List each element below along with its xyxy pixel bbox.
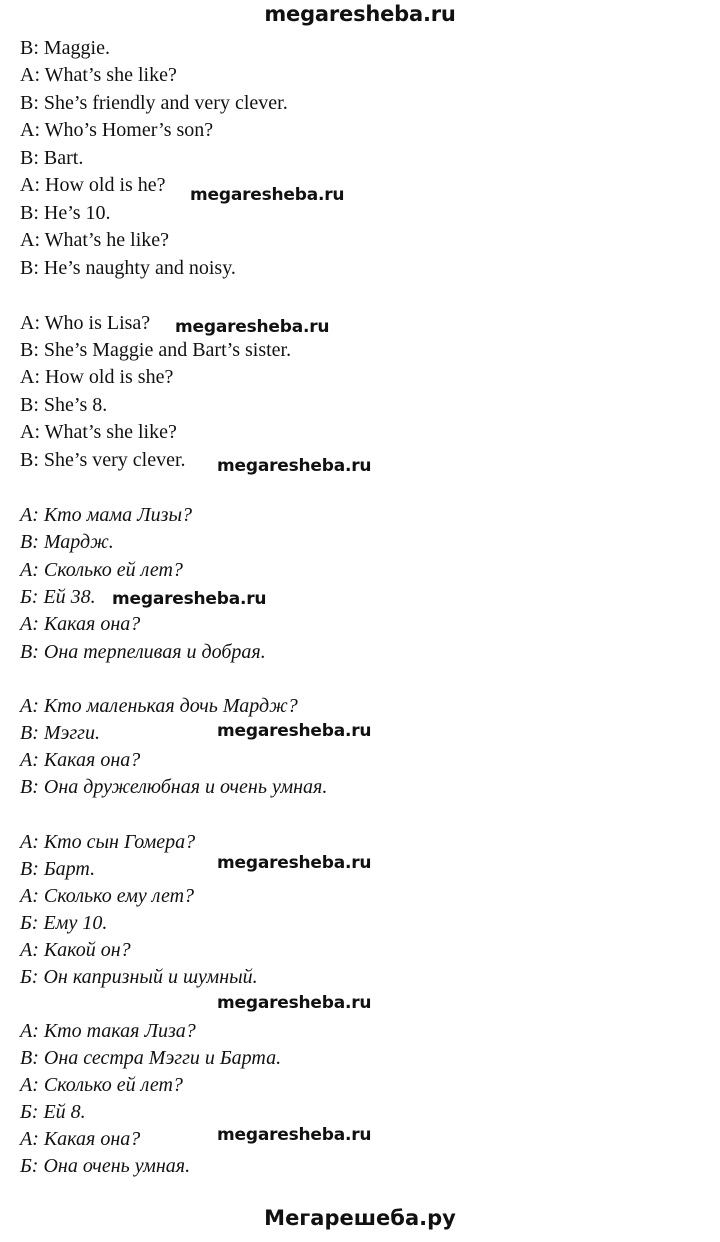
- dialogue-line: A: How old is he?: [20, 174, 166, 196]
- translation-line: А: Какая она?: [20, 1128, 141, 1150]
- translation-line: Б: Она очень умная.: [20, 1155, 191, 1177]
- translation-line: А: Кто такая Лиза?: [20, 1020, 196, 1042]
- translation-line: Б: Ей 8.: [20, 1101, 86, 1123]
- dialogue-line: A: How old is she?: [20, 366, 174, 388]
- translation-line: В: Она сестра Мэгги и Барта.: [20, 1047, 282, 1069]
- dialogue-line: A: Who is Lisa?: [20, 312, 151, 334]
- translation-line: В: Мардж.: [20, 531, 114, 553]
- translation-line: В: Барт.: [20, 858, 96, 880]
- watermark: megaresheba.ru: [190, 185, 345, 205]
- translation-line: А: Кто маленькая дочь Мардж?: [20, 695, 298, 717]
- translation-line: А: Сколько ей лет?: [20, 1074, 183, 1096]
- translation-line: А: Какой он?: [20, 939, 131, 961]
- dialogue-line: B: He’s naughty and noisy.: [20, 257, 236, 279]
- dialogue-line: B: Bart.: [20, 147, 84, 169]
- translation-line: Б: Ей 38.: [20, 586, 96, 608]
- watermark: megaresheba.ru: [217, 721, 372, 741]
- dialogue-line: B: She’s very clever.: [20, 449, 186, 471]
- site-header: megaresheba.ru: [264, 2, 456, 26]
- translation-line: В: Мэгги.: [20, 722, 100, 744]
- translation-line: В: Она терпеливая и добрая.: [20, 641, 266, 663]
- translation-line: А: Сколько ему лет?: [20, 885, 195, 907]
- watermark: megaresheba.ru: [112, 589, 267, 609]
- watermark: megaresheba.ru: [217, 1125, 372, 1145]
- site-footer: Мегарешеба.ру: [264, 1206, 456, 1230]
- translation-line: А: Сколько ей лет?: [20, 559, 183, 581]
- dialogue-line: B: He’s 10.: [20, 202, 111, 224]
- dialogue-line: A: Who’s Homer’s son?: [20, 119, 214, 141]
- dialogue-line: B: Maggie.: [20, 37, 110, 59]
- watermark: megaresheba.ru: [217, 456, 372, 476]
- translation-line: А: Какая она?: [20, 749, 141, 771]
- translation-line: Б: Он капризный и шумный.: [20, 966, 258, 988]
- dialogue-line: B: She’s Maggie and Bart’s sister.: [20, 339, 292, 361]
- dialogue-line: B: She’s 8.: [20, 394, 108, 416]
- dialogue-line: A: What’s she like?: [20, 64, 177, 86]
- watermark: megaresheba.ru: [217, 993, 372, 1013]
- watermark: megaresheba.ru: [217, 853, 372, 873]
- translation-line: А: Какая она?: [20, 613, 141, 635]
- translation-line: А: Кто мама Лизы?: [20, 504, 193, 526]
- dialogue-line: A: What’s he like?: [20, 229, 170, 251]
- watermark: megaresheba.ru: [175, 317, 330, 337]
- dialogue-line: A: What’s she like?: [20, 421, 177, 443]
- translation-line: Б: Ему 10.: [20, 912, 108, 934]
- dialogue-line: B: She’s friendly and very clever.: [20, 92, 288, 114]
- translation-line: А: Кто сын Гомера?: [20, 831, 196, 853]
- translation-line: В: Она дружелюбная и очень умная.: [20, 776, 328, 798]
